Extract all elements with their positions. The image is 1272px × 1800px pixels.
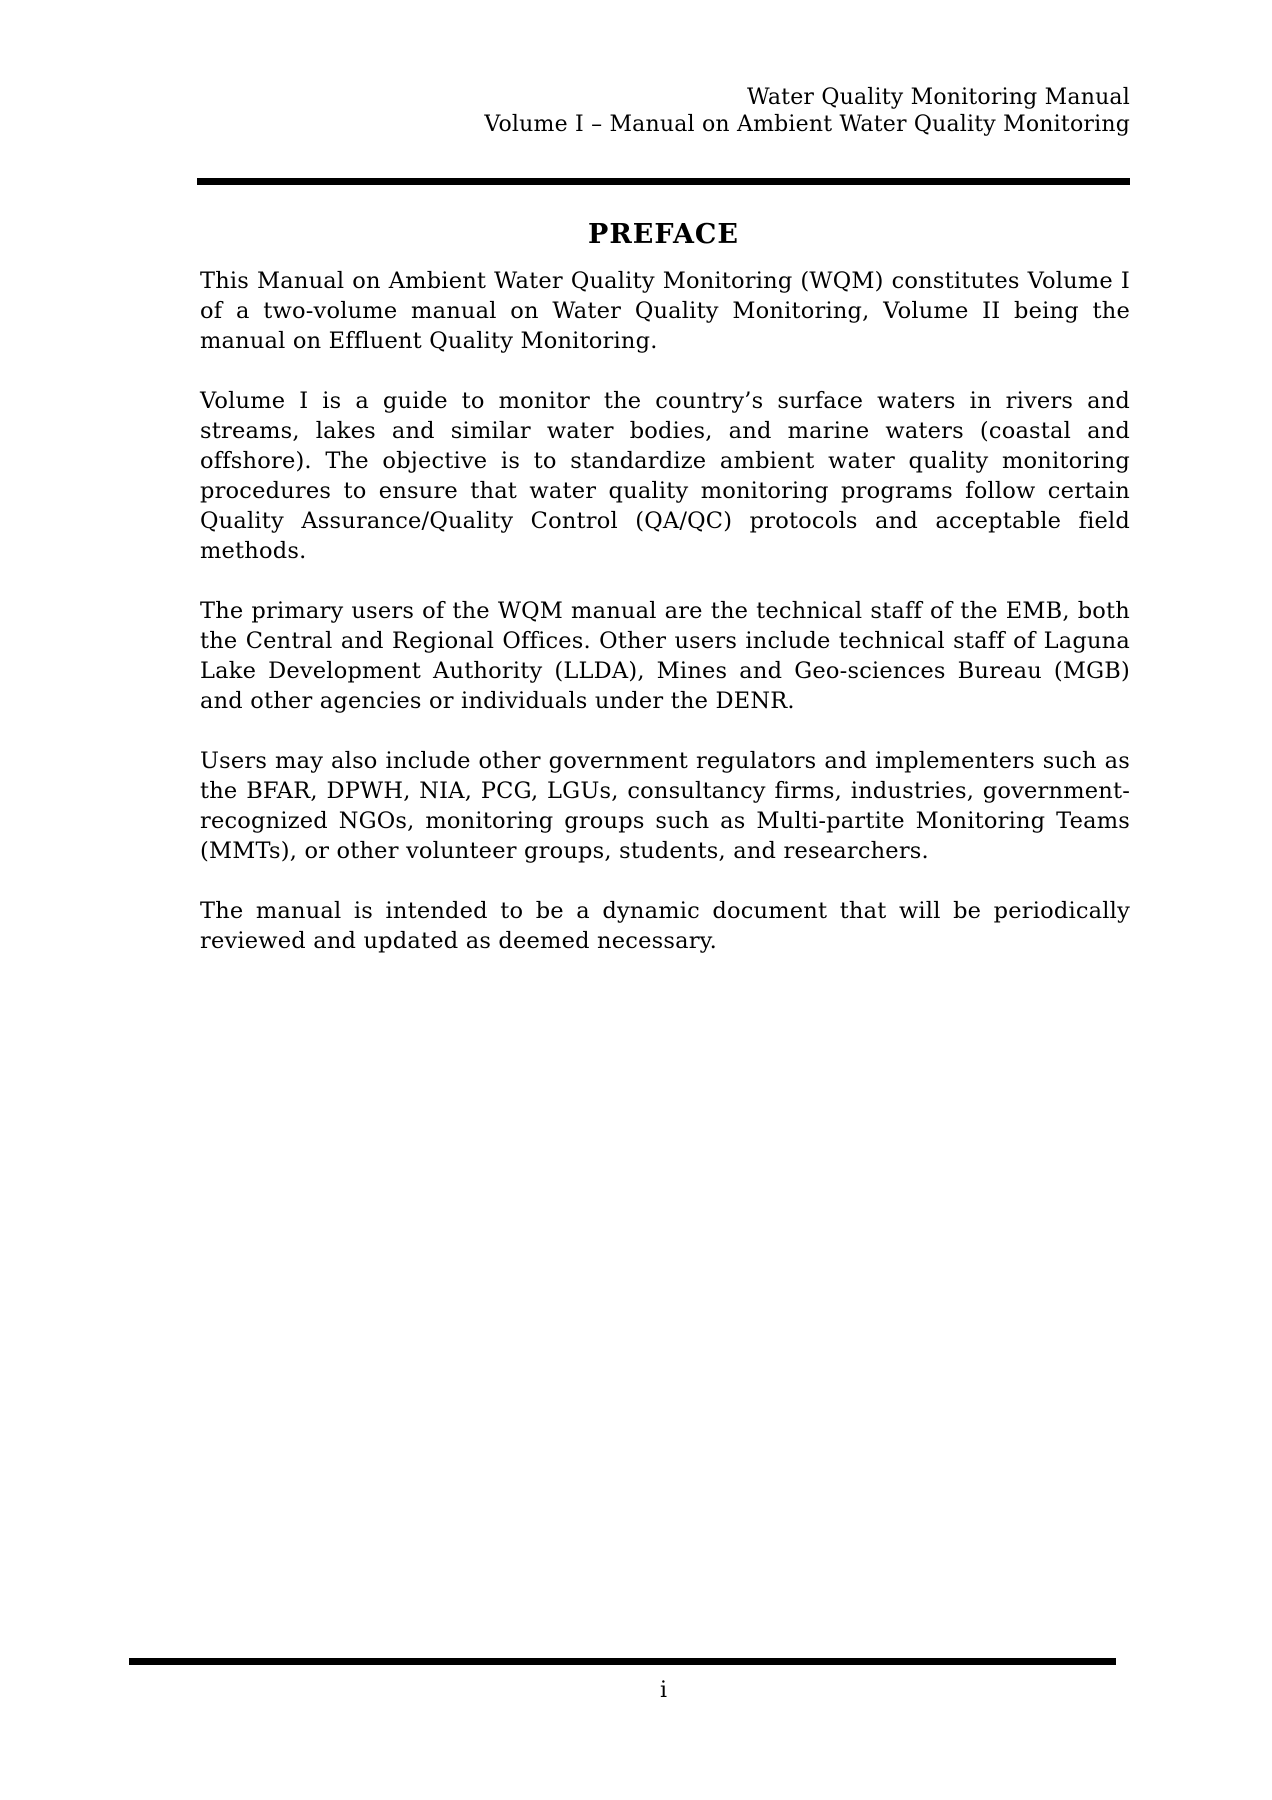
header-manual-title: Water Quality Monitoring Manual: [746, 85, 1130, 110]
paragraph-5: The manual is intended to be a dynamic document that will be periodically reviewed and updated as deemed necessary.: [200, 898, 1130, 954]
paragraph-4: Users may also include other government regulators and implementers such as the BFAR, DPWH, NIA, PCG, LGUs, consultancy firms, industries, government-recognized NGOs, monitoring groups such as Multi-partite Monitoring Teams (MMTs), or other volunteer groups, students, and researchers.: [200, 748, 1130, 864]
page-header: [197, 84, 1130, 138]
body-text: [200, 266, 1130, 986]
section-title: PREFACE: [588, 219, 739, 250]
paragraph-1: This Manual on Ambient Water Quality Monitoring (WQM) constitutes Volume I of a two-volume manual on Water Quality Monitoring, Volume II being the manual on Effluent Quality Monitoring.: [200, 268, 1130, 354]
page-number: i: [659, 1678, 668, 1703]
footer-divider-rule: [129, 1658, 1116, 1665]
paragraph-3: The primary users of the WQM manual are the technical staff of the EMB, both the Central and Regional Offices. Other users include technical staff of Laguna Lake Development Authority (LLDA), Mines and Geo-sciences Bureau (MGB) and other agencies or individuals under the DENR.: [200, 598, 1130, 714]
header-volume-subtitle: Volume I – Manual on Ambient Water Quality Monitoring: [484, 112, 1130, 137]
paragraph-2: Volume I is a guide to monitor the country’s surface waters in rivers and streams, lakes and similar water bodies, and marine waters (coastal and offshore). The objective is to standardize ambient water quality monitoring procedures to ensure that water quality monitoring programs follow certain Quality Assurance/Quality Control (QA/QC) protocols and acceptable field methods.: [200, 388, 1130, 564]
header-divider-rule: [197, 178, 1130, 185]
